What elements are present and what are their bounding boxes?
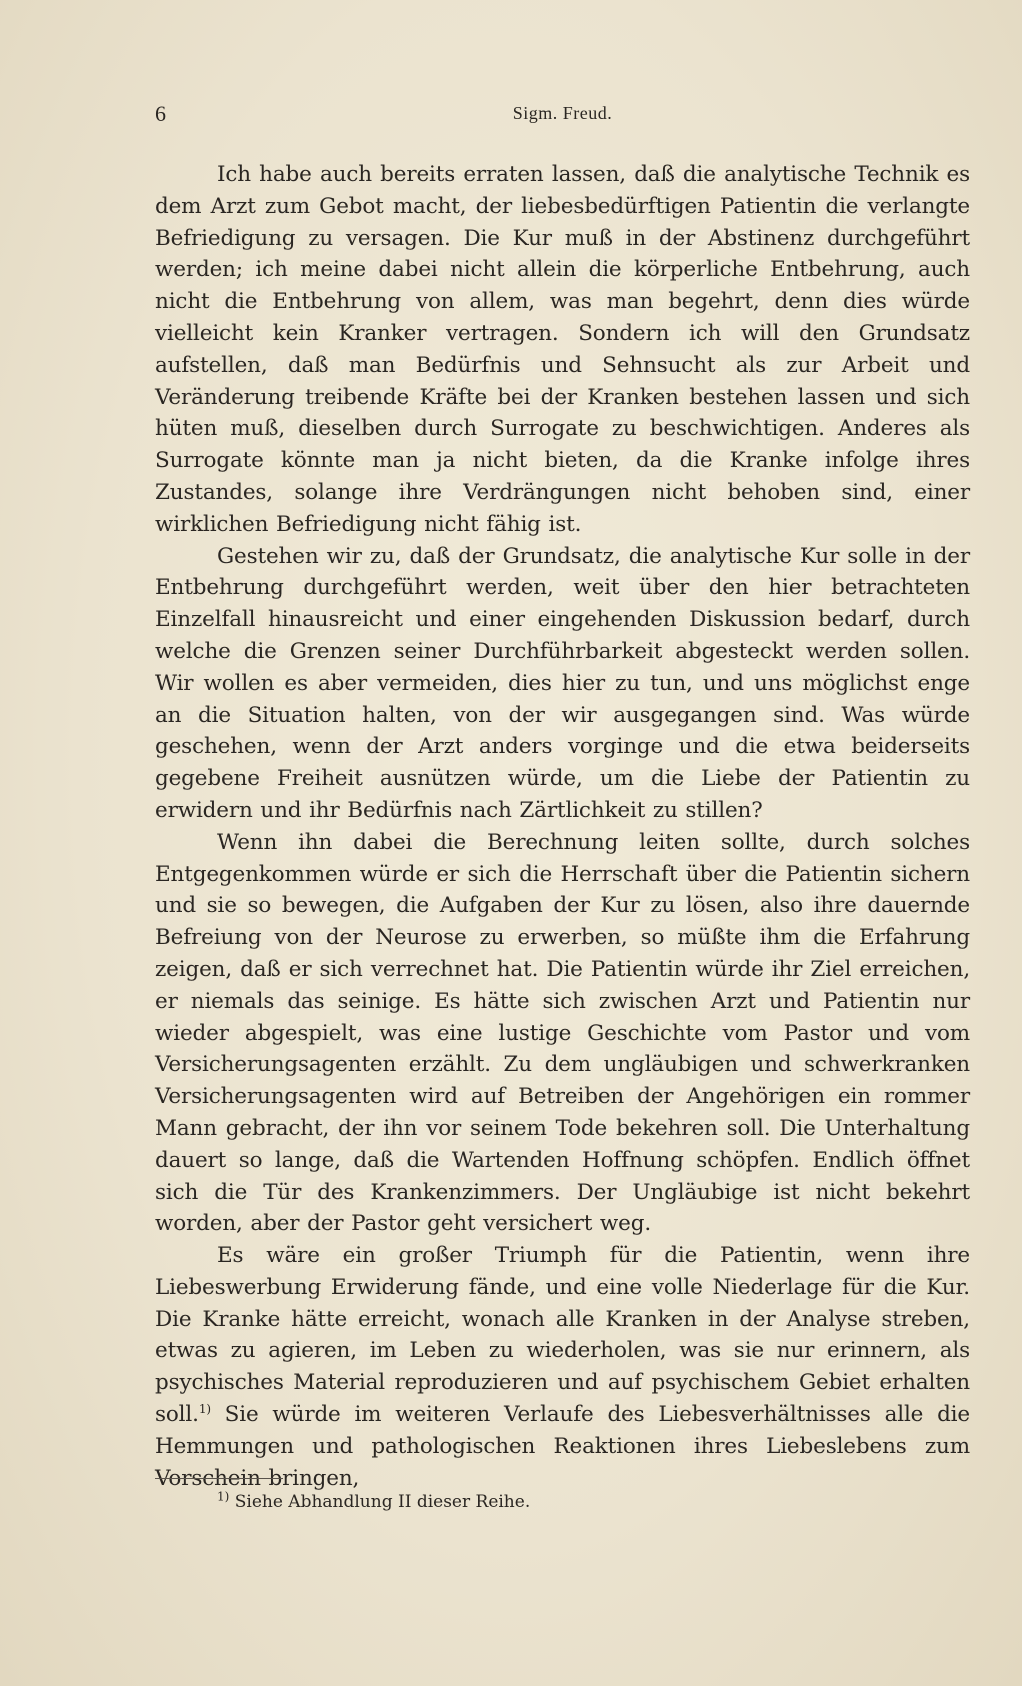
running-head: Sigm. Freud.	[512, 103, 613, 123]
body-text	[155, 159, 970, 1494]
page-header	[155, 101, 970, 131]
paragraph-1: Ich habe auch bereits erraten lassen, daß die analytische Technik es dem Arzt zum Gebot macht, der liebesbedürftigen Patientin die verlangte Befriedigung zu versagen. Die Kur muß in der Abstinenz durchgeführt werden; ich meine dabei nicht allein die körperliche Entbehrung, auch nicht die Entbehrung von allem, was man begehrt, denn dies würde vielleicht kein Kranker vertragen. Sondern ich will den Grundsatz aufstellen, daß man Bedürfnis und Sehnsucht als zur Arbeit und Veränderung treibende Kräfte bei der Kranken bestehen lassen und sich hüten muß, dieselben durch Surrogate zu beschwichtigen. Anderes als Surrogate könnte man ja nicht bieten, da die Kranke infolge ihres Zustandes, solange ihre Verdrängungen nicht behoben sind, einer wirklichen Befriedigung nicht fähig ist.	[155, 162, 970, 537]
paragraph-4-text-after: Sie würde im weiteren Verlaufe des Liebesverhältnisses alle die Hemmungen und pathologischen Reaktionen ihres Liebeslebens zum Vorschein bringen,	[155, 1402, 970, 1491]
footnote-marker: 1)	[217, 1489, 230, 1504]
footnote-divider	[155, 1478, 283, 1479]
paragraph-3: Wenn ihn dabei die Berechnung leiten sollte, durch solches Entgegenkommen würde er sich die Herrschaft über die Patientin sichern und sie so bewegen, die Aufgaben der Kur zu lösen, also ihre dauernde Befreiung von der Neurose zu erwerben, so müßte ihm die Erfahrung zeigen, daß er sich verrechnet hat. Die Patientin würde ihr Ziel erreichen, er niemals das seinige. Es hätte sich zwischen Arzt und Patientin nur wieder abgespielt, was eine lustige Geschichte vom Pastor und vom Versicherungsagenten erzählt. Zu dem ungläubigen und schwerkranken Versicherungsagenten wird auf Betreiben der Angehörigen ein rommer Mann gebracht, der ihn vor seinem Tode bekehren soll. Die Unterhaltung dauert so lange, daß die Wartenden Hoffnung schöpfen. Endlich öffnet sich die Tür des Krankenzimmers. Der Ungläubige ist nicht bekehrt worden, aber der Pastor geht versichert weg.	[155, 829, 970, 1237]
footnote	[217, 1490, 530, 1514]
page-number: 6	[155, 101, 166, 126]
paragraph-2: Gestehen wir zu, daß der Grundsatz, die analytische Kur solle in der Entbehrung durchgeführt werden, weit über den hier betrachteten Einzelfall hinausreicht und einer eingehenden Diskussion bedarf, durch welche die Grenzen seiner Durchführbarkeit abgesteckt werden sollen. Wir wollen es aber vermeiden, dies hier zu tun, und uns möglichst enge an die Situation halten, von der wir ausgegangen sind. Was würde geschehen, wenn der Arzt anders vorginge und die etwa beiderseits gegebene Freiheit ausnützen würde, um die Liebe der Patientin zu erwidern und ihr Bedürfnis nach Zärtlichkeit zu stillen?	[155, 543, 970, 823]
paragraph-4-text-before: Es wäre ein großer Triumph für die Patientin, wenn ihre Liebeswerbung Erwiderung fände, und eine volle Niederlage für die Kur. Die Kranke hätte erreicht, wonach alle Kranken in der Analyse streben, etwas zu agieren, im Leben zu wiederholen, was sie nur erinnern, als psychisches Material reproduzieren und auf psychischem Gebiet erhalten soll.	[155, 1243, 970, 1428]
footnote-text: Siehe Abhandlung II dieser Reihe.	[229, 1492, 531, 1512]
footnote-reference: 1)	[198, 1401, 211, 1416]
paragraph-4	[155, 1240, 970, 1494]
